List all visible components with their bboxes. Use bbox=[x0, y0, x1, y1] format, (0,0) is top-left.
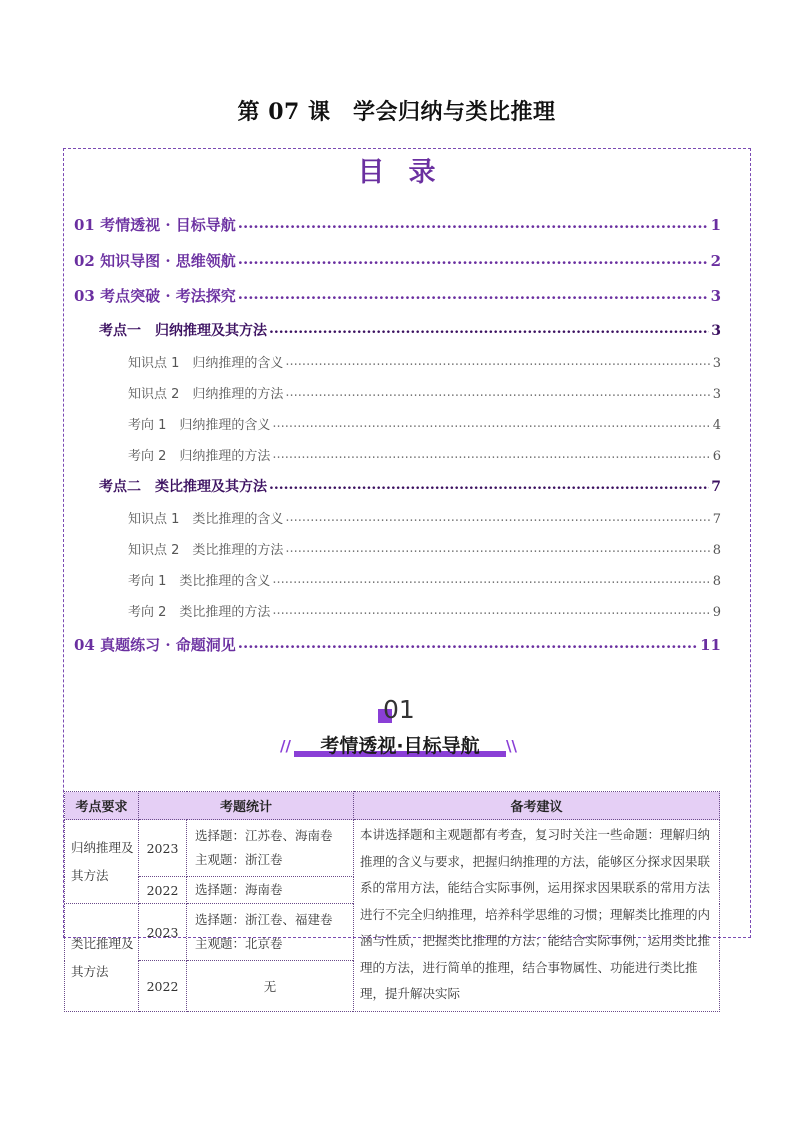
toc-heading: 目录 bbox=[357, 157, 460, 188]
toc-entry-label: 考向 1 归纳推理的含义 bbox=[128, 418, 271, 433]
table-header-row bbox=[65, 792, 720, 820]
toc-entry-label: 知识点 1 归纳推理的含义 bbox=[128, 356, 284, 371]
section-banner bbox=[280, 730, 520, 760]
exam-plan-table bbox=[64, 791, 720, 1012]
toc-leader bbox=[269, 321, 709, 337]
toc-entry-label: 01 考情透视 · 目标导航 bbox=[74, 216, 236, 234]
toc-entry-label: 02 知识导图 · 思维领航 bbox=[74, 252, 236, 270]
table-header-stats: 考题统计 bbox=[139, 792, 354, 820]
toc-entry-label: 考向 1 类比推理的含义 bbox=[128, 574, 271, 589]
year-cell: 2023 bbox=[139, 904, 187, 961]
toc-leader bbox=[238, 634, 698, 652]
requirement-cell: 归纳推理及其方法 bbox=[65, 820, 139, 904]
toc-entry-page: 3 bbox=[710, 287, 721, 305]
toc-entry-page: 8 bbox=[712, 543, 721, 558]
toc-entry-page: 9 bbox=[712, 605, 721, 620]
toc-entry[interactable] bbox=[128, 445, 721, 464]
toc-entry-page: 1 bbox=[710, 216, 721, 234]
toc-entry[interactable] bbox=[74, 285, 721, 306]
toc-entry-label: 知识点 2 归纳推理的方法 bbox=[128, 387, 284, 402]
table-header-advice: 备考建议 bbox=[354, 792, 720, 820]
toc-leader bbox=[285, 354, 710, 369]
toc-entry-label: 考点一 归纳推理及其方法 bbox=[99, 323, 267, 339]
toc-entry-page: 6 bbox=[712, 449, 721, 464]
stats-line: 选择题：浙江卷、福建卷 bbox=[195, 912, 333, 927]
toc-leader bbox=[285, 510, 710, 525]
toc-entry-page: 7 bbox=[711, 479, 721, 495]
toc-entry[interactable] bbox=[128, 383, 721, 402]
stats-cell: 选择题：海南卷 bbox=[187, 877, 354, 904]
toc-leader bbox=[285, 541, 710, 556]
toc-entry[interactable] bbox=[74, 214, 721, 235]
toc-entry-label: 考向 2 归纳推理的方法 bbox=[128, 449, 271, 464]
stats-cell bbox=[187, 904, 354, 961]
toc-leader bbox=[285, 385, 710, 400]
slash-decoration-icon: \\ bbox=[506, 737, 517, 755]
toc-entry-page: 3 bbox=[712, 356, 721, 371]
toc-entry[interactable] bbox=[128, 352, 721, 371]
stats-cell: 无 bbox=[187, 961, 354, 1012]
toc-entry[interactable] bbox=[128, 539, 721, 558]
toc-entry-page: 3 bbox=[712, 387, 721, 402]
stats-line: 选择题：江苏卷、海南卷 bbox=[195, 828, 333, 843]
toc-entry[interactable] bbox=[74, 634, 721, 655]
toc-entry-label: 04 真题练习 · 命题洞见 bbox=[74, 636, 236, 654]
toc-entry-label: 考向 2 类比推理的方法 bbox=[128, 605, 271, 620]
toc-entry-page: 7 bbox=[712, 512, 721, 527]
toc-entry-label: 考点二 类比推理及其方法 bbox=[99, 479, 267, 495]
toc-entry-label: 03 考点突破 · 考法探究 bbox=[74, 287, 236, 305]
year-cell: 2022 bbox=[139, 961, 187, 1012]
toc-leader bbox=[238, 285, 709, 303]
toc-entry-page: 2 bbox=[710, 252, 721, 270]
toc-leader bbox=[238, 250, 709, 268]
toc-entry-page: 8 bbox=[712, 574, 721, 589]
stats-line: 主观题：浙江卷 bbox=[195, 852, 283, 867]
table-row bbox=[65, 820, 720, 877]
stats-cell bbox=[187, 820, 354, 877]
toc-entry[interactable] bbox=[99, 320, 721, 340]
toc-leader bbox=[269, 477, 709, 493]
toc-leader bbox=[238, 214, 709, 232]
toc-entry[interactable] bbox=[99, 476, 721, 496]
toc-entry-label: 知识点 1 类比推理的含义 bbox=[128, 512, 284, 527]
document-title: 第 07 课 学会归纳与类比推理 bbox=[237, 99, 556, 125]
requirement-cell: 类比推理及其方法 bbox=[65, 904, 139, 1012]
advice-cell: 本讲选择题和主观题都有考查，复习时关注一些命题：理解归纳推理的含义与要求，把握归纳推理的方法，能够区分探求因果联系的常用方法，能结合实际事例，运用探求因果联系的常用方法进行不完全归纳推理，培养科学思维的习惯；理解类比推理的内涵与性质，把握类比推理的方法；能结合实际事例，运用类比推理的方法，进行简单的推理，结合事物属性、功能进行类比推理，提升解决实际 bbox=[354, 820, 720, 1012]
toc-entry-page: 4 bbox=[712, 418, 721, 433]
slash-decoration-icon: // bbox=[280, 737, 291, 755]
toc-leader bbox=[272, 416, 710, 431]
toc-leader bbox=[272, 447, 710, 462]
section-title: 考情透视·目标导航 bbox=[320, 735, 480, 757]
toc-entry-page: 11 bbox=[700, 636, 721, 654]
toc-entry-label: 知识点 2 类比推理的方法 bbox=[128, 543, 284, 558]
table-header-requirement: 考点要求 bbox=[65, 792, 139, 820]
toc-entry[interactable] bbox=[128, 508, 721, 527]
stats-line: 主观题：北京卷 bbox=[195, 936, 283, 951]
toc-entry[interactable] bbox=[128, 414, 721, 433]
year-cell: 2023 bbox=[139, 820, 187, 877]
toc-entry-page: 3 bbox=[711, 323, 721, 339]
toc-leader bbox=[272, 572, 710, 587]
section-number: 01 bbox=[383, 695, 415, 724]
toc-leader bbox=[272, 603, 710, 618]
toc-entry[interactable] bbox=[74, 250, 721, 271]
year-cell: 2022 bbox=[139, 877, 187, 904]
toc-entry[interactable] bbox=[128, 570, 721, 589]
toc-entry[interactable] bbox=[128, 601, 721, 620]
